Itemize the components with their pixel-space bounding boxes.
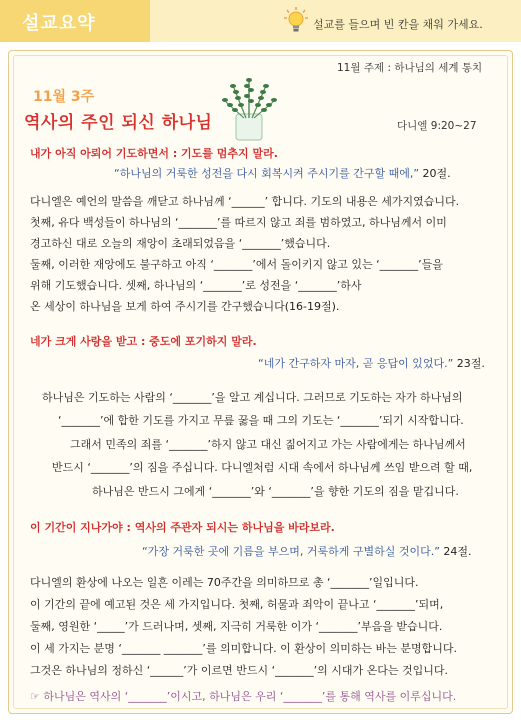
instruction-text: 설교를 들으며 빈 칸을 채워 가세요.: [313, 18, 483, 31]
plant-vase-illustration: [218, 70, 282, 142]
section-3-heading: 이 기간이 지나가야 : 역사의 주관자 되시는 하나님을 바라보라.: [30, 521, 335, 534]
scripture-reference: 다니엘 9:20~27: [397, 120, 477, 132]
section-1-heading: 내가 아직 아뢰어 기도하면서 : 기도를 멈추지 말라.: [30, 147, 278, 160]
week-label: 11월 3주: [33, 89, 95, 105]
section-3-verse: “가장 거룩한 곳에 기름을 부으며, 거룩하게 구별하실 것이다.” 24절.: [142, 545, 472, 558]
month-theme: 11월 주제 : 하나님의 세계 통치: [337, 62, 483, 74]
header-band: [0, 0, 521, 42]
section-2-line: ‘_______’에 합한 기도를 가지고 무릎 꿇을 때 그의 기도는 ‘_______’되기 시작합니다.: [58, 414, 464, 427]
section-3-line: 다니엘의 환상에 나오는 일흔 이레는 70주간을 의미하므로 총 ‘_______’일입니다.: [30, 576, 419, 589]
section-tab: [0, 0, 150, 42]
closing-statement: ☞ 하나님은 역사의 ‘_______’이시고, 하나님은 우리 ‘_______’를 통해 역사를 이루십니다.: [30, 690, 457, 703]
section-2-verse: “네가 간구하자 마자, 곧 응답이 있었다.” 23절.: [258, 357, 485, 370]
section-3-line: 이 세 가지는 분명 ‘_______ _______’를 의미합니다. 이 환상이 의미하는 바는 분명합니다.: [30, 642, 457, 655]
section-1-line: 경고하신 대로 오늘의 재앙이 초래되었음을 ‘_______’했습니다.: [30, 237, 331, 250]
section-2-line: 하나님은 기도하는 사람의 ‘_______’을 알고 계십니다. 그러므로 기도하는 자가 하나님의: [42, 391, 463, 404]
section-2-line: 그래서 민족의 죄를 ‘_______’하지 않고 대신 짊어지고 가는 사람에게는 하나님께서: [70, 438, 466, 451]
sermon-title: 역사의 주인 되신 하나님: [24, 113, 213, 133]
section-2-heading: 네가 크게 사랑을 받고 : 중도에 포기하지 말라.: [30, 335, 257, 348]
section-1-verse: “하나님의 거룩한 성전을 다시 회복시켜 주시기를 간구할 때에,” 20절.: [114, 167, 451, 180]
tab-label: 설교요약: [22, 13, 96, 34]
section-1-line: 다니엘은 예언의 말씀을 깨닫고 하나님께 ‘______’ 합니다. 기도의 내용은 세가지였습니다.: [30, 195, 460, 208]
section-3-line: 둘째, 영원한 ‘_____’가 드러나며, 셋째, 지극히 거룩한 이가 ‘_______’부음을 받습니다.: [30, 620, 443, 633]
section-2-line: 하나님은 반드시 그에게 ‘_______’와 ‘_______’을 향한 기도의 짐을 맡깁니다.: [92, 485, 459, 498]
lightbulb-icon: [283, 6, 309, 36]
section-1-line: 둘째, 이러한 재앙에도 불구하고 아직 ‘_______’에서 돌이키지 않고 있는 ‘_______’들을: [30, 258, 443, 271]
section-1-line: 첫째, 유다 백성들이 하나님의 ‘_______’를 따르지 않고 죄를 범하였고, 하나님께서 이미: [30, 216, 447, 229]
section-1-line: 온 세상이 하나님을 보게 하여 주시기를 간구했습니다(16-19절).: [30, 300, 340, 313]
section-3-line: 이 기간의 끝에 예고된 것은 세 가지입니다. 첫째, 허물과 죄악이 끝나고 ‘_______’되며,: [30, 598, 444, 611]
section-1-line: 위해 기도했습니다. 셋째, 하나님의 ‘_______’로 성전을 ‘_______’하사: [30, 279, 362, 292]
section-2-line: 반드시 ‘_______’의 짐을 주십니다. 다니엘처럼 시대 속에서 하나님께 쓰임 받으려 할 때,: [52, 461, 473, 474]
section-3-line: 그것은 하나님의 정하신 ‘______’가 이르면 반드시 ‘_______’의 시대가 온다는 것입니다.: [30, 664, 448, 677]
